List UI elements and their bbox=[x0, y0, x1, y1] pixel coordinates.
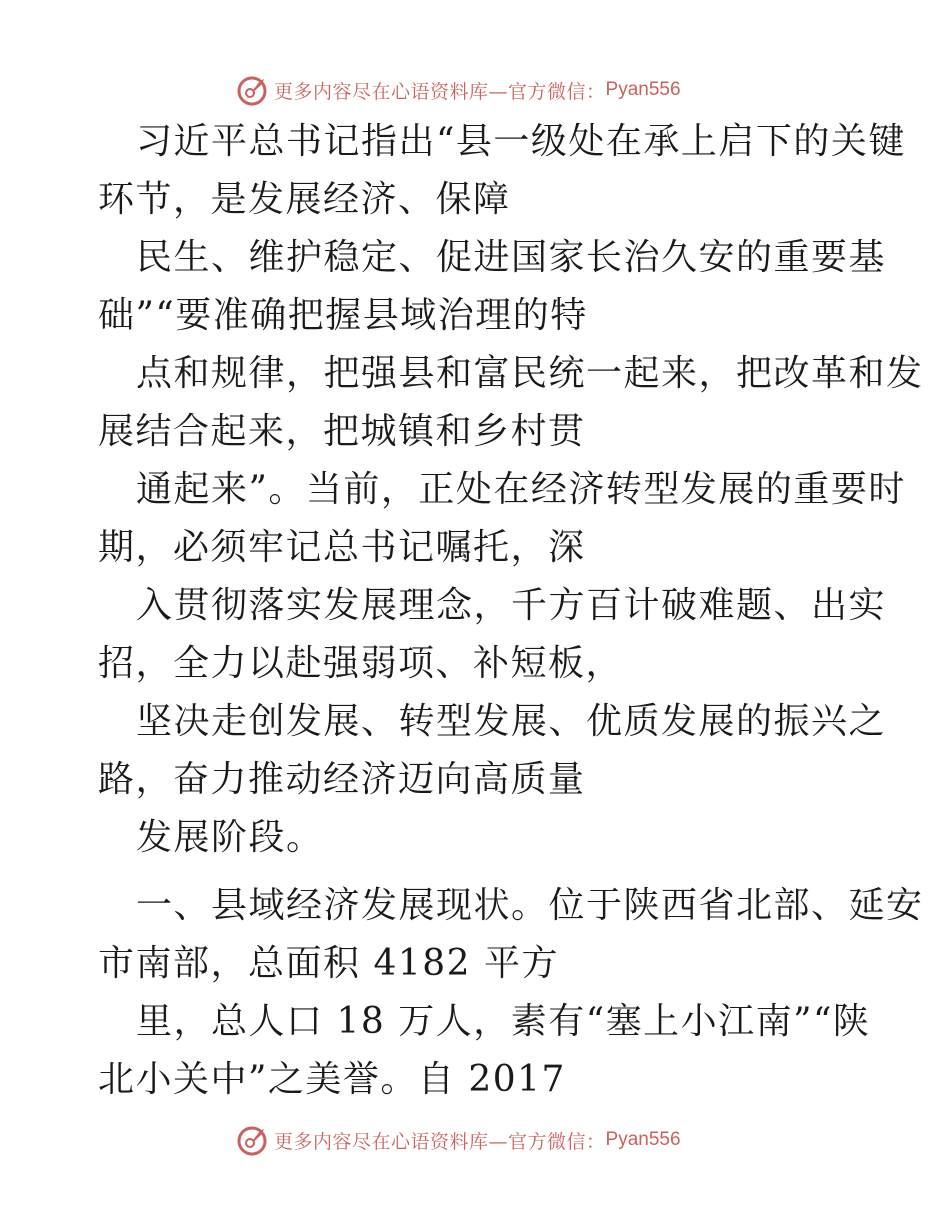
watermark-text: 更多内容尽在心语资料库—官方微信： bbox=[274, 80, 606, 103]
text-line: 础”“要准确把握县域治理的特 bbox=[98, 295, 588, 336]
footer-watermark bbox=[236, 1123, 681, 1157]
text-line: 一、县域经济发展现状。位于陕西省北部、延安 bbox=[136, 885, 924, 926]
text-line: 点和规律，把强县和富民统一起来，把改革和发 bbox=[136, 353, 924, 394]
watermark-wechat-id: Pyan556 bbox=[605, 79, 681, 100]
text-line: 招，全力以赴强弱项、补短板， bbox=[98, 643, 624, 684]
text-line: 入贯彻落实发展理念，千方百计破难题、出实 bbox=[136, 585, 887, 626]
text-line: 坚决走创发展、转型发展、优质发展的振兴之 bbox=[136, 701, 887, 742]
text-line: 里，总人口 18 万人，素有“塞上小江南”“陕 bbox=[136, 1001, 871, 1042]
text-line: 发展阶段。 bbox=[136, 817, 324, 858]
text-line: 习近平总书记指出“县一级处在承上启下的关键 bbox=[136, 121, 906, 162]
text-line: 市南部，总面积 4182 平方 bbox=[98, 943, 560, 984]
text-line: 环节，是发展经济、保障 bbox=[98, 179, 511, 220]
watermark-text: 更多内容尽在心语资料库—官方微信： bbox=[274, 1130, 606, 1153]
text-line: 民生、维护稳定、促进国家长治久安的重要基 bbox=[136, 237, 887, 278]
watermark-wechat-id: Pyan556 bbox=[605, 1129, 681, 1150]
text-line: 期，必须牢记总书记嘱托，深 bbox=[98, 527, 586, 568]
text-line: 通起来”。当前，正处在经济转型发展的重要时 bbox=[136, 469, 906, 510]
quill-logo-icon bbox=[236, 1123, 270, 1157]
text-line: 展结合起来，把城镇和乡村贯 bbox=[98, 411, 586, 452]
quill-logo-icon bbox=[236, 73, 270, 107]
text-line: 北小关中”之美誉。自 2017 bbox=[98, 1059, 566, 1100]
header-watermark bbox=[236, 73, 681, 107]
text-line: 路，奋力推动经济迈向高质量 bbox=[98, 759, 586, 800]
